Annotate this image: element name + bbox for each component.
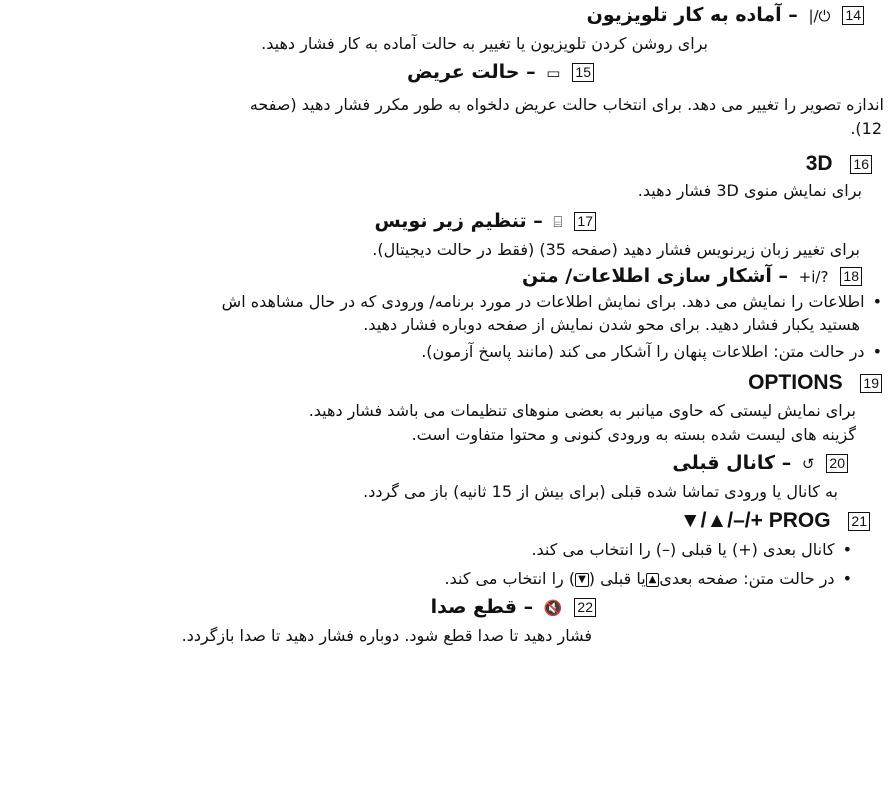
section-22-desc: فشار دهید تا صدا قطع شود. دوباره فشار دهید تا صدا بازگردد. <box>181 626 592 645</box>
item-number-18: 18 <box>840 267 862 286</box>
bullet-dot: • <box>842 569 852 588</box>
wide-mode-icon: ▭ <box>546 63 561 82</box>
section-14-heading <box>0 4 864 26</box>
section-21-bullet-1-text: کانال بعدی (+) یا قبلی (–) را انتخاب می کند. <box>531 540 835 559</box>
section-21-bullet-2 <box>0 569 852 588</box>
section-19-title: OPTIONS <box>748 371 843 394</box>
section-22-heading <box>0 596 596 618</box>
bullet-dot: • <box>872 292 882 311</box>
section-21-bullet-1 <box>0 540 852 559</box>
item-number-16: 16 <box>850 155 872 174</box>
section-19-desc-1: برای نمایش لیستی که حاوی میانبر به بعضی منوهای تنظیمات می باشد فشار دهید. <box>308 401 856 420</box>
section-14-desc: برای روشن کردن تلویزیون یا تغییر به حالت آماده به کار فشار دهید. <box>261 34 708 53</box>
previous-channel-icon: ↺ <box>801 454 815 473</box>
section-15-desc: اندازه تصویر را تغییر می دهد. برای انتخاب حالت عریض دلخواه به طور مکرر فشار دهید (صفحه <box>249 95 884 114</box>
section-18-bullet-1-cont: هستید یکبار فشار دهید. برای محو شدن نمایش از صفحه دوباره فشار دهید. <box>363 315 860 334</box>
section-21-title: PROG +/–/▲/▼ <box>679 509 831 532</box>
section-15-title: – حالت عریض <box>406 61 536 83</box>
subtitle-icon: ⌸ <box>553 212 563 231</box>
section-19-desc-2: گزینه های لیست شده بسته به ورودی کنونی و محتوا متفاوت است. <box>411 425 856 444</box>
section-22-title: – قطع صدا <box>430 596 534 618</box>
section-20-desc: به کانال یا ورودی تماشا شده قبلی (برای بیش از 15 ثانیه) باز می گردد. <box>363 482 838 501</box>
section-21-heading <box>0 509 870 533</box>
power-standby-icon: ⏻/| <box>808 6 831 25</box>
section-16-title: 3D <box>805 152 833 175</box>
item-number-17: 17 <box>574 212 596 231</box>
section-15-desc-cont: 12). <box>850 119 882 138</box>
section-21-bullet-2-mid: یا قبلی ( <box>588 569 646 588</box>
bullet-dot: • <box>872 342 882 361</box>
section-20-title: – کانال قبلی <box>672 452 792 474</box>
section-16-heading <box>0 152 872 176</box>
section-18-heading <box>0 265 862 287</box>
bullet-dot: • <box>842 540 852 559</box>
section-18-bullet-2-text: در حالت متن: اطلاعات پنهان را آشکار می کند (مانند پاسخ آزمون). <box>421 342 865 361</box>
mute-icon: 🔇 <box>543 598 563 617</box>
item-number-14: 14 <box>842 6 864 25</box>
section-18-bullet-2 <box>0 342 882 361</box>
section-18-title: – آشکار سازی اطلاعات/ متن <box>521 265 789 287</box>
info-reveal-icon: ?/i+ <box>798 267 829 286</box>
section-17-desc: برای تغییر زبان زیرنویس فشار دهید (صفحه 35) (فقط در حالت دیجیتال). <box>372 240 860 259</box>
section-16-desc: برای نمایش منوی 3D فشار دهید. <box>637 181 862 200</box>
section-18-bullet-1-text: اطلاعات را نمایش می دهد. برای نمایش اطلاعات در مورد برنامه/ ورودی که در حال مشاهده اش <box>221 292 865 311</box>
page-down-icon: ▼ <box>575 573 589 587</box>
item-number-22: 22 <box>574 598 596 617</box>
section-18-bullet-1 <box>0 292 882 311</box>
page-up-icon: ▲ <box>646 573 660 587</box>
item-number-20: 20 <box>826 454 848 473</box>
section-21-bullet-2-pre: در حالت متن: صفحه بعدی <box>659 569 835 588</box>
section-19-heading <box>0 371 882 395</box>
section-20-heading <box>0 452 848 474</box>
item-number-19: 19 <box>860 374 882 393</box>
item-number-21: 21 <box>848 512 870 531</box>
section-21-bullet-2-post: ) را انتخاب می کند. <box>444 569 576 588</box>
section-15-heading <box>0 61 594 83</box>
section-17-heading <box>0 210 596 232</box>
section-14-title: – آماده به کار تلویزیون <box>586 4 798 26</box>
item-number-15: 15 <box>572 63 594 82</box>
section-17-title: – تنظیم زیر نویس <box>374 210 543 232</box>
